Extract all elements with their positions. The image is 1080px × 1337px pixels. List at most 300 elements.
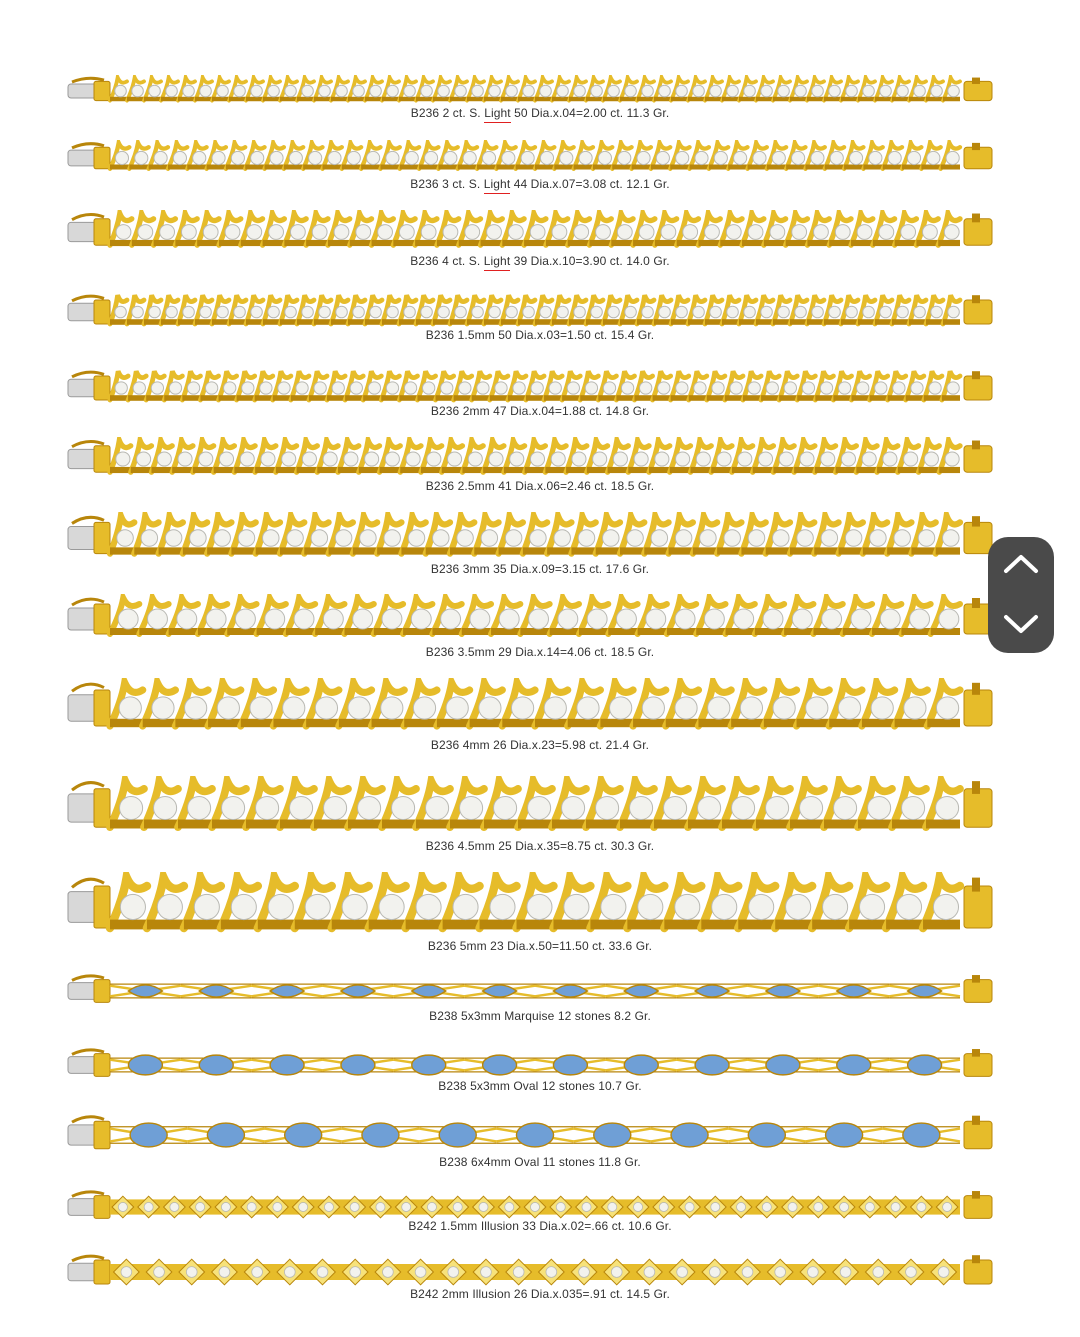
diamond-stone: [367, 151, 380, 164]
diamond-stone: [549, 382, 561, 394]
gold-rail: [263, 319, 280, 325]
gold-rail: [306, 719, 339, 727]
diamond-stone: [634, 452, 648, 466]
gold-rail: [372, 719, 405, 727]
gold-rail: [939, 467, 960, 473]
bracelet-caption: [0, 738, 1080, 752]
diamond-stone: [494, 796, 517, 819]
gold-rail: [717, 547, 741, 554]
gold-rail: [276, 467, 297, 473]
gold-rail: [273, 395, 291, 401]
diamond-stone: [117, 530, 134, 547]
diamond-stone: [540, 85, 552, 97]
diamond-stone: [311, 530, 328, 547]
gold-rail: [524, 240, 546, 246]
gold-rail: [175, 240, 197, 246]
diamond-stone: [705, 225, 720, 240]
diamond-stone: [502, 151, 515, 164]
gold-rail: [342, 164, 361, 169]
gold-rail: [705, 97, 722, 101]
gold-rail: [110, 395, 128, 401]
diamond-stone: [453, 1202, 462, 1211]
scroll-up-button[interactable]: [988, 537, 1054, 595]
diamond-stone: [386, 382, 398, 394]
diamond-stone: [812, 85, 824, 97]
diamond-stone: [873, 1267, 884, 1278]
diamond-stone: [748, 530, 765, 547]
sapphire-stone: [671, 1123, 708, 1147]
sapphire-stone: [553, 1055, 587, 1075]
scroll-down-button[interactable]: [988, 595, 1054, 653]
diamond-stone: [309, 151, 322, 164]
diamond-stone: [901, 225, 916, 240]
gold-rail: [535, 719, 568, 727]
diamond-stone: [829, 306, 841, 318]
diamond-stone: [726, 225, 741, 240]
gold-rail: [400, 164, 419, 169]
diamond-stone: [530, 452, 544, 466]
diamond-stone: [482, 151, 495, 164]
gold-rail: [306, 240, 328, 246]
gold-rail: [725, 395, 743, 401]
gold-rail: [331, 319, 348, 325]
gold-rail: [670, 164, 689, 169]
diamond-stone: [444, 151, 457, 164]
diamond-stone: [608, 1202, 617, 1211]
gold-rail: [314, 97, 331, 101]
gold-rail: [208, 719, 241, 727]
gold-rail: [919, 467, 940, 473]
gold-rail: [284, 164, 303, 169]
diamond-stone: [608, 306, 620, 318]
diamond-stone: [235, 609, 255, 629]
diamond-stone: [256, 796, 279, 819]
diamond-stone: [638, 894, 663, 919]
gold-rail: [234, 467, 255, 473]
gold-rail: [688, 820, 722, 829]
gold-rail: [701, 920, 738, 930]
diamond-stone: [840, 1202, 849, 1211]
diamond-stone: [383, 1267, 394, 1278]
diamond-stone: [421, 306, 433, 318]
diamond-stone: [897, 306, 909, 318]
bracelet-caption: [0, 839, 1080, 853]
gold-rail: [824, 319, 841, 325]
bracelet-image: [64, 210, 1000, 254]
diamond-stone: [788, 1202, 797, 1211]
gold-rail: [927, 719, 960, 727]
diamond-stone: [282, 452, 296, 466]
gold-rail: [814, 547, 838, 554]
diamond-stone: [115, 382, 127, 394]
diamond-stone: [929, 382, 941, 394]
gold-rail: [693, 547, 717, 554]
diamond-stone: [675, 697, 697, 719]
gold-rail: [297, 319, 314, 325]
diamond-stone: [149, 306, 161, 318]
gold-rail: [748, 164, 767, 169]
diamond-stone: [399, 225, 414, 240]
diamond-stone: [521, 151, 534, 164]
diamond-stone: [948, 306, 960, 318]
gold-rail: [265, 164, 284, 169]
sapphire-stone: [270, 985, 304, 997]
gold-rail: [916, 240, 938, 246]
diamond-stone: [405, 151, 418, 164]
gold-rail: [450, 820, 484, 829]
gold-rail: [245, 164, 264, 169]
diamond-stone: [523, 306, 535, 318]
gold-rail: [229, 97, 246, 101]
gold-rail: [807, 319, 824, 325]
diamond-stone: [778, 85, 790, 97]
diamond-stone: [381, 697, 403, 719]
box-clasp-icon: [964, 143, 992, 169]
gold-rail: [600, 719, 633, 727]
diamond-stone: [814, 225, 829, 240]
diamond-stone: [457, 530, 474, 547]
gold-rail: [786, 240, 808, 246]
gold-rail: [200, 395, 218, 401]
gold-rail: [169, 628, 198, 635]
bracelet-image: [64, 140, 1000, 176]
diamond-stone: [659, 85, 671, 97]
diamond-stone: [812, 306, 824, 318]
gold-rail: [696, 628, 725, 635]
gold-rail: [484, 820, 518, 829]
diamond-stone: [616, 609, 636, 629]
gold-rail: [849, 920, 886, 930]
diamond-stone: [661, 225, 676, 240]
diamond-stone: [902, 796, 925, 819]
diamond-stone: [642, 306, 654, 318]
diamond-stone: [792, 225, 807, 240]
bracelet-image: [64, 594, 1000, 644]
sapphire-stone: [748, 1123, 785, 1147]
caption-text: B242 1.5mm Illusion 33 Dia.x.02=.66 ct. 10.6 Gr.: [408, 1219, 672, 1233]
bracelet-image: [64, 776, 1000, 840]
gold-rail: [580, 395, 598, 401]
diamond-stone: [120, 796, 143, 819]
gold-rail: [198, 628, 227, 635]
diamond-stone: [138, 225, 153, 240]
diamond-stone: [603, 530, 620, 547]
diamond-stone: [438, 306, 450, 318]
gold-rail: [175, 719, 208, 727]
gold-rail: [273, 719, 306, 727]
diamond-stone: [795, 85, 807, 97]
diamond-stone: [151, 382, 163, 394]
gold-rail: [168, 164, 187, 169]
diamond-stone: [551, 452, 565, 466]
gold-rail: [926, 97, 943, 101]
diamond-stone: [712, 894, 737, 919]
diamond-stone: [821, 452, 835, 466]
gold-rail: [728, 164, 747, 169]
diamond-stone: [273, 1202, 282, 1211]
diamond-stone: [593, 452, 607, 466]
gold-rail: [627, 920, 664, 930]
diamond-stone: [170, 1202, 179, 1211]
diamond-stone: [727, 306, 739, 318]
gold-rail: [898, 467, 919, 473]
diamond-stone: [302, 452, 316, 466]
gold-rail: [344, 628, 373, 635]
diamond-stone: [766, 796, 789, 819]
diamond-stone: [334, 225, 349, 240]
gold-rail: [773, 97, 790, 101]
sapphire-stone: [199, 985, 233, 997]
diamond-stone: [717, 452, 731, 466]
gold-rail: [698, 240, 720, 246]
diamond-stone: [166, 306, 178, 318]
gold-rail: [472, 395, 490, 401]
gold-rail: [790, 820, 824, 829]
gold-rail: [851, 240, 873, 246]
gold-rail: [432, 628, 461, 635]
diamond-stone: [923, 225, 938, 240]
gold-rail: [416, 820, 450, 829]
diamond-stone: [358, 796, 381, 819]
gold-rail: [598, 395, 616, 401]
caption-text: 50 Dia.x.04=2.00 ct. 11.3 Gr.: [510, 106, 670, 120]
diamond-stone: [199, 452, 213, 466]
diamond-stone: [283, 697, 305, 719]
diamond-stone: [744, 85, 756, 97]
sapphire-stone: [695, 1055, 729, 1075]
gold-rail: [755, 628, 784, 635]
bracelet-caption: [0, 562, 1080, 576]
gold-rail: [219, 395, 237, 401]
gold-rail: [382, 319, 399, 325]
diamond-stone: [169, 382, 181, 394]
diamond-stone: [404, 85, 416, 97]
diamond-stone: [530, 225, 545, 240]
diamond-stone: [459, 382, 471, 394]
diamond-stone: [335, 530, 352, 547]
gold-rail: [483, 467, 504, 473]
sapphire-stone: [695, 985, 729, 997]
gold-rail: [348, 319, 365, 325]
diamond-stone: [416, 894, 441, 919]
diamond-stone: [468, 452, 482, 466]
gold-rail: [797, 395, 815, 401]
gold-rail: [775, 920, 812, 930]
diamond-stone: [268, 894, 293, 919]
gold-rail: [589, 240, 611, 246]
diamond-stone: [187, 382, 199, 394]
diamond-stone: [247, 1202, 256, 1211]
diamond-stone: [370, 85, 382, 97]
diamond-stone: [523, 85, 535, 97]
gold-rail: [722, 97, 739, 101]
gold-rail: [807, 97, 824, 101]
gold-rail: [554, 164, 573, 169]
gold-rail: [151, 467, 172, 473]
diamond-stone: [438, 85, 450, 97]
clasp-icon: [68, 1256, 110, 1284]
diamond-stone: [773, 530, 790, 547]
diamond-stone: [693, 85, 705, 97]
diamond-stone: [132, 85, 144, 97]
gold-rail: [304, 547, 328, 554]
diamond-stone: [540, 151, 553, 164]
bracelet-image: [64, 678, 1000, 738]
gold-rail: [195, 97, 212, 101]
diamond-stone: [205, 382, 217, 394]
diamond-stone: [508, 225, 523, 240]
diamond-stone: [894, 530, 911, 547]
gold-rail: [241, 719, 274, 727]
diamond-stone: [556, 1202, 565, 1211]
gold-rail: [257, 628, 286, 635]
gold-rail: [467, 97, 484, 101]
gold-rail: [263, 240, 285, 246]
diamond-stone: [489, 452, 503, 466]
diamond-stone: [904, 697, 926, 719]
caption-text: B238 5x3mm Oval 12 stones 10.7 Gr.: [438, 1079, 642, 1093]
diamond-stone: [224, 382, 236, 394]
bracelet-image: [64, 972, 1000, 1010]
diamond-stone: [260, 382, 272, 394]
gold-rail: [858, 820, 892, 829]
caption-text: B236 3.5mm 29 Dia.x.14=4.06 ct. 18.5 Gr.: [425, 645, 655, 659]
diamond-stone: [225, 225, 240, 240]
diamond-stone: [314, 382, 326, 394]
diamond-stone: [695, 151, 708, 164]
diamond-stone: [945, 452, 959, 466]
gold-rail: [644, 547, 668, 554]
diamond-stone: [911, 382, 923, 394]
gold-rail: [526, 395, 544, 401]
diamond-stone: [219, 452, 233, 466]
diamond-stone: [219, 1267, 230, 1278]
diamond-stone: [386, 151, 399, 164]
bracelet-caption: [0, 1009, 1080, 1023]
diamond-stone: [891, 1202, 900, 1211]
diamond-stone: [433, 530, 450, 547]
gold-rail: [332, 920, 369, 930]
diamond-stone: [627, 530, 644, 547]
box-clasp-icon: [964, 1116, 992, 1149]
gold-rail: [110, 240, 132, 246]
diamond-stone: [190, 530, 207, 547]
gold-rail: [280, 547, 304, 554]
box-clasp-icon: [964, 441, 992, 473]
gold-rail: [924, 395, 942, 401]
diamond-stone: [217, 697, 239, 719]
gold-rail: [280, 319, 297, 325]
diamond-stone: [505, 1202, 514, 1211]
diamond-stone: [116, 225, 131, 240]
diamond-stone: [786, 894, 811, 919]
diamond-stone: [118, 1202, 127, 1211]
diamond-stone: [613, 452, 627, 466]
diamond-stone: [214, 530, 231, 547]
gold-rail: [280, 97, 297, 101]
gold-rail: [144, 319, 161, 325]
diamond-stone: [506, 85, 518, 97]
diamond-stone: [387, 306, 399, 318]
gold-rail: [520, 628, 549, 635]
gold-rail: [219, 240, 241, 246]
diamond-stone: [415, 1267, 426, 1278]
gold-rail: [858, 319, 875, 325]
gold-rail: [711, 467, 732, 473]
diamond-stone: [936, 697, 958, 719]
diamond-stone: [814, 1202, 823, 1211]
diamond-stone: [655, 452, 669, 466]
clasp-icon: [68, 78, 110, 100]
diamond-stone: [845, 530, 862, 547]
diamond-stone: [896, 894, 921, 919]
diamond-stone: [495, 382, 507, 394]
gold-rail: [739, 97, 756, 101]
gold-rail: [241, 240, 263, 246]
diamond-stone: [625, 85, 637, 97]
diamond-stone: [252, 1267, 263, 1278]
gold-rail: [403, 628, 432, 635]
caption-light-label: Light: [484, 106, 511, 120]
gold-rail: [458, 164, 477, 169]
diamond-stone: [656, 151, 669, 164]
diamond-stone: [552, 225, 567, 240]
gold-rail: [195, 319, 212, 325]
diamond-stone: [160, 225, 175, 240]
diamond-stone: [368, 382, 380, 394]
diamond-stone: [510, 452, 524, 466]
diamond-stone: [402, 1202, 411, 1211]
gold-rail: [628, 467, 649, 473]
sapphire-stone: [553, 985, 587, 997]
gold-rail: [508, 395, 526, 401]
diamond-stone: [585, 382, 597, 394]
gold-rail: [128, 395, 146, 401]
diamond-stone: [472, 306, 484, 318]
gold-rail: [459, 240, 481, 246]
diamond-stone: [838, 382, 850, 394]
gold-rail: [707, 395, 725, 401]
diamond-stone: [421, 225, 436, 240]
diamond-stone: [734, 151, 747, 164]
diamond-stone: [939, 609, 959, 629]
diamond-stone: [704, 609, 724, 629]
gold-rail: [790, 97, 807, 101]
gold-rail: [698, 719, 731, 727]
gold-rail: [417, 395, 435, 401]
gold-rail: [535, 319, 552, 325]
diamond-stone: [132, 306, 144, 318]
box-clasp-icon: [964, 78, 992, 101]
diamond-stone: [724, 530, 741, 547]
gold-rail: [421, 467, 442, 473]
diamond-stone: [574, 306, 586, 318]
clasp-icon: [68, 976, 110, 1003]
gold-rail: [608, 467, 629, 473]
diamond-stone: [323, 452, 337, 466]
gold-rail: [671, 395, 689, 401]
diamond-stone: [455, 306, 467, 318]
gold-rail: [353, 547, 377, 554]
gold-rail: [603, 319, 620, 325]
sapphire-stone: [483, 1055, 517, 1075]
diamond-stone: [342, 894, 367, 919]
gold-rail: [438, 164, 457, 169]
diamond-stone: [408, 530, 425, 547]
gold-rail: [550, 628, 579, 635]
diamond-stone: [137, 452, 151, 466]
gold-rail: [327, 395, 345, 401]
